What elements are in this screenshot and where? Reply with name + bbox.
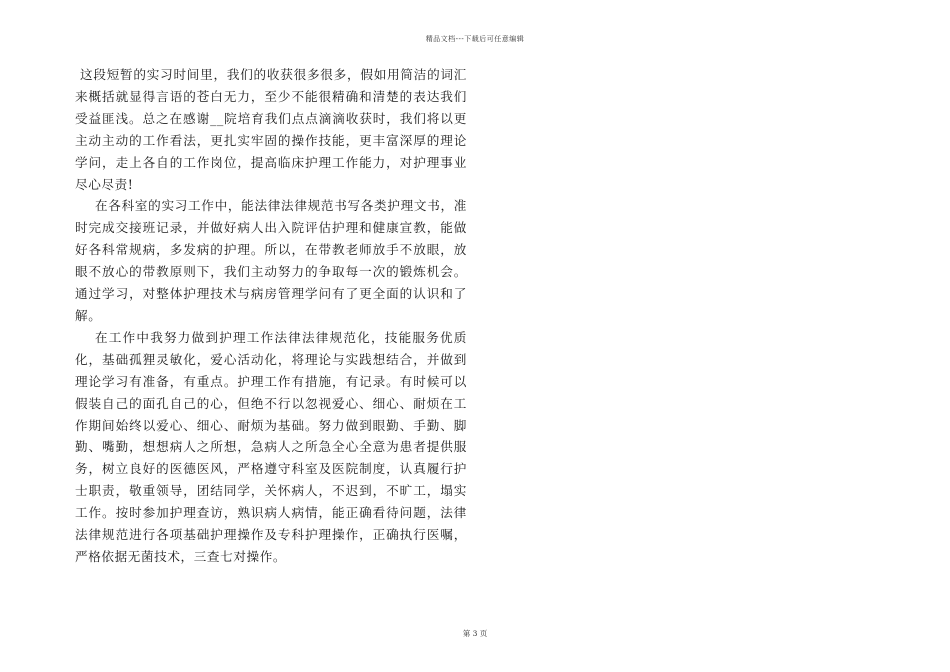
paragraph-1: 这段短暂的实习时间里，我们的收获很多很多，假如用简洁的词汇来概括就显得言语的苍白无力，至少不能很精确和清楚的表达我们受益匪浅。总之在感谢__院培育我们点点滴滴收获时，我们将以更主动主动的工作看法，更扎实牢固的操作技能，更丰富深厚的理论学问，走上各自的工作岗位，提高临床护理工作能力，对护理事业尽心尽责! xyxy=(75,67,467,192)
document-body xyxy=(75,64,467,568)
paragraph-3: 在工作中我努力做到护理工作法律法律规范化，技能服务优质化，基础孤狸灵敏化，爱心活动化，将理论与实践想结合，并做到理论学习有准备，有重点。护理工作有措施，有记录。有时候可以假装自己的面孔自己的心，但绝不行以忽视爱心、细心、耐烦在工作期间始终以爱心、细心、耐烦为基础。努力做到眼勤、手勤、脚勤、嘴勤，想想病人之所想，急病人之所急全心全意为患者提供服务，树立良好的医德医风，严格遵守科室及医院制度，认真履行护士职责，敬重领导，团结同学，关怀病人，不迟到，不旷工，塌实工作。按时参加护理查访，熟识病人病情，能正确看待问题，法律法律规范进行各项基础护理操作及专科护理操作，正确执行医嘱，严格依据无菌技术，三查七对操作。 xyxy=(75,329,467,564)
page-number: 第 3 页 xyxy=(462,629,488,638)
paragraph-2: 在各科室的实习工作中，能法律法律规范书写各类护理文书，准时完成交接班记录，并做好病人出入院评估护理和健康宣教，能做好各科常规病，多发病的护理。所以，在带教老师放手不放眼，放眼不放心的带教原则下，我们主动努力的争取每一次的锻炼机会。通过学习，对整体护理技术与病房管理学问有了更全面的认识和了解。 xyxy=(75,198,467,323)
header-note: 精品文档---下载后可任意编辑 xyxy=(425,35,525,43)
